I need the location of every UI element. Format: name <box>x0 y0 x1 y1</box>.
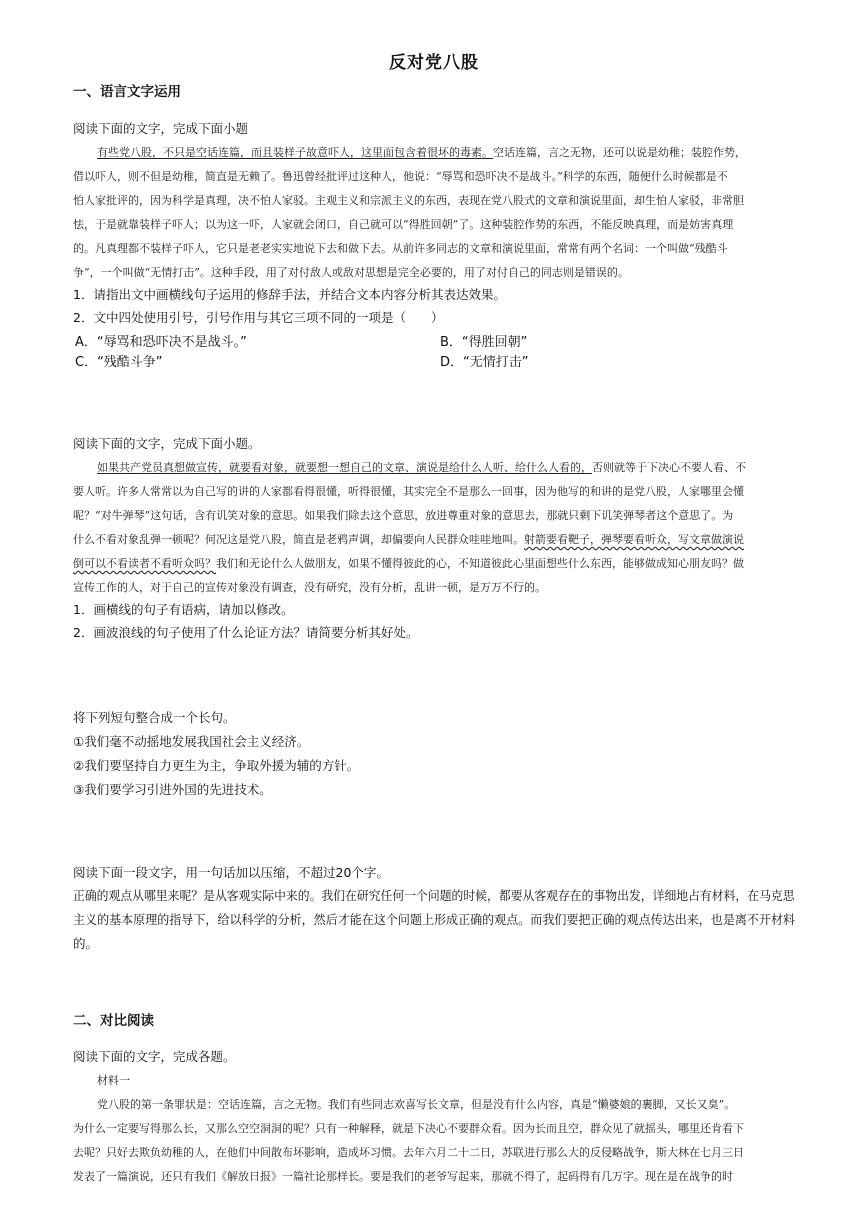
passage-line: 党八股的第一条罪状是：空话连篇，言之无物。我们有些同志欢喜写长文章，但是没有什么内容，真是“懒婆娘的裹脚，又长又臭”。 <box>97 1098 736 1111</box>
question-instruction: 阅读下面的文字，完成下面小题 <box>73 121 249 136</box>
passage-line: 为什么一定要写得那么长，又那么空空洞洞的呢？只有一种解释，就是下决心不要群众看。因为长而且空，群众见了就摇头，哪里还肯看下 <box>73 1122 744 1135</box>
passage-line: 发表了一篇演说，还只有我们《解放日报》一篇社论那样长。要是我们的老爷写起来，那就不得了，起码得有几万字。现在是在战争的时 <box>73 1170 733 1183</box>
passage-line: 呢？“对牛弹琴”这句话，含有讥笑对象的意思。如果我们除去这个意思，放进尊重对象的意思去，那就只剩下讥笑弹琴者这个意思了。为 <box>73 509 734 522</box>
question-instruction: 将下列短句整合成一个长句。 <box>73 710 236 725</box>
option-c: C．“残酷斗争” <box>75 355 163 370</box>
passage-line: 什么不看对象乱弹一顿呢？何况这是党八股，简直是老鸦声调，却偏要向人民群众哇哇地叫。射箭要看靶子，弹琴要看听众，写文章做演说 <box>73 533 744 546</box>
option-b: B．“得胜回朝” <box>440 335 528 350</box>
wavy-sentence: 倒可以不看读者不看听众吗？ <box>73 557 216 570</box>
question-item: 2．画波浪线的句子使用了什么论证方法？请简要分析其好处。 <box>73 625 419 640</box>
underlined-sentence: 如果共产党员真想做宣传，就要看对象，就要想一想自己的文章、演说是给什么人听、给什么人看的， <box>97 461 592 474</box>
material-label: 材料一 <box>97 1074 130 1087</box>
passage-line: 的。 <box>73 936 99 951</box>
short-sentence: ③我们要学习引进外国的先进技术。 <box>73 782 272 797</box>
passage-line: 争”，一个叫做“无情打击”。这种手段，用了对付敌人或敌对思想是完全必要的，用了对付自己的同志则是错误的。 <box>73 266 629 279</box>
passage-line: 怯，于是就靠装样子吓人；以为这一吓，人家就会闭口，自己就可以“得胜回朝”了。这种装腔作势的东西，不能反映真理，而是妨害真理 <box>73 218 734 231</box>
short-sentence: ①我们毫不动摇地发展我国社会主义经济。 <box>73 734 310 749</box>
passage-line: 倒可以不看读者不看听众吗？我们和无论什么人做朋友，如果不懂得彼此的心，不知道彼此心里面想些什么东西，能够做成知心朋友吗？做 <box>73 557 744 570</box>
question-item: 1．请指出文中画横线句子运用的修辞手法，并结合文本内容分析其表达效果。 <box>73 287 506 302</box>
passage-line: 怕人家批评的，因为科学是真理，决不怕人家驳。主观主义和宗派主义的东西，表现在党八股式的文章和演说里面，却生怕人家驳，非常胆 <box>73 194 744 207</box>
question-instruction: 阅读下面的文字，完成各题。 <box>73 1049 236 1064</box>
passage-line: 的。凡真理都不装样子吓人，它只是老老实实地说下去和做下去。从前许多同志的文章和演说里面，常常有两个名词：一个叫做“残酷斗 <box>73 242 728 255</box>
underlined-sentence: 有些党八股，不只是空话连篇，而且装样子故意吓人，这里面包含着很坏的毒素。 <box>97 146 493 159</box>
wavy-sentence: 射箭要看靶子，弹琴要看听众，写文章做演说 <box>524 533 744 546</box>
question-instruction: 阅读下面一段文字，用一句话加以压缩，不超过20个字。 <box>73 865 389 880</box>
document-title: 反对党八股 <box>389 53 479 73</box>
question-item: 2．文中四处使用引号，引号作用与其它三项不同的一项是（ ） <box>73 310 444 325</box>
passage-line: 去呢？只好去欺负幼稚的人，在他们中间散布坏影响，造成坏习惯。去年六月二十二日，苏联进行那么大的反侵略战争，斯大林在七月三日 <box>73 1146 744 1159</box>
section-heading: 一、语言文字运用 <box>73 84 181 100</box>
passage-line: 正确的观点从哪里来呢？是从客观实际中来的。我们在研究任何一个问题的时候，都要从客观存在的事物出发，详细地占有材料，在马克思 <box>73 888 795 903</box>
option-d: D．“无情打击” <box>440 355 529 370</box>
passage-line: 宣传工作的人，对于自己的宣传对象没有调查，没有研究，没有分析，乱讲一顿，是万万不行的。 <box>73 581 546 594</box>
passage-line: 如果共产党员真想做宣传，就要看对象，就要想一想自己的文章、演说是给什么人听、给什么人看的，否则就等于下决心不要人看、不 <box>97 461 746 474</box>
question-instruction: 阅读下面的文字，完成下面小题。 <box>73 436 261 451</box>
passage-line: 借以吓人，则不但是幼稚，简直是无赖了。鲁迅曾经批评过这种人，他说：“辱骂和恐吓决不是战斗。”科学的东西，随便什么时候都是不 <box>73 170 728 183</box>
section-heading: 二、对比阅读 <box>73 1013 154 1029</box>
question-item: 1．画横线的句子有语病，请加以修改。 <box>73 602 294 617</box>
option-a: A．“辱骂和恐吓决不是战斗。” <box>75 335 247 350</box>
passage-line: 主义的基本原理的指导下，给以科学的分析，然后才能在这个问题上形成正确的观点。而我们要把正确的观点传达出来，也是离不开材料 <box>73 912 796 927</box>
passage-line: 有些党八股，不只是空话连篇，而且装样子故意吓人，这里面包含着很坏的毒素。空话连篇，言之无物，还可以说是幼稚；装腔作势， <box>97 146 746 159</box>
passage-line: 要人听。许多人常常以为自己写的讲的人家都看得很懂，听得很懂，其实完全不是那么一回事，因为他写的和讲的是党八股，人家哪里会懂 <box>73 485 744 498</box>
short-sentence: ②我们要坚持自力更生为主，争取外援为辅的方针。 <box>73 758 360 773</box>
